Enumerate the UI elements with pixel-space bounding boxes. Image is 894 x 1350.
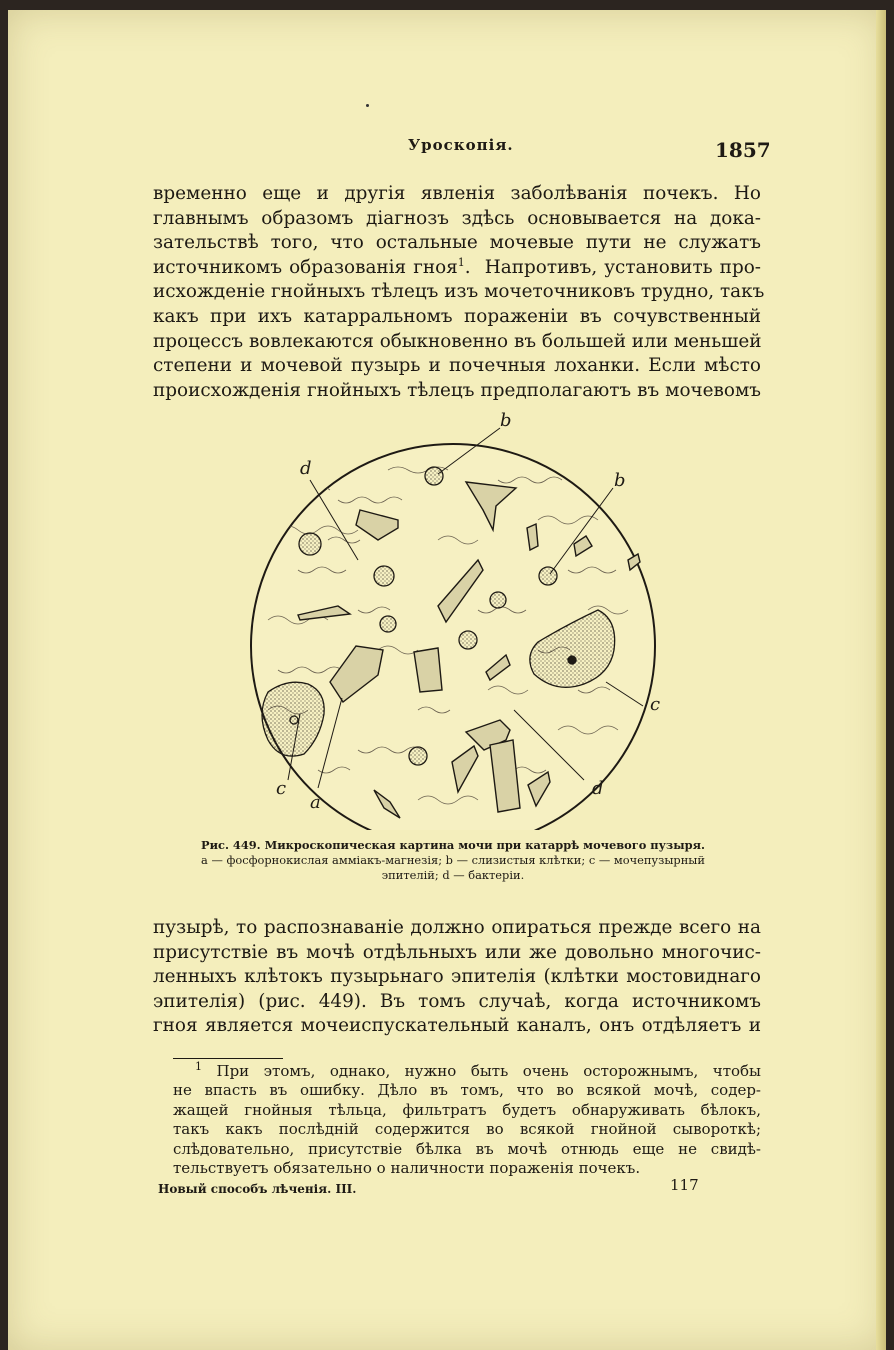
label-d: d <box>300 458 312 479</box>
label-c: c <box>276 778 287 799</box>
text-line: процессъ вовлекаются обыкновенно въ большей или меньшей <box>153 330 762 352</box>
footnote-divider <box>173 1058 283 1059</box>
text-line <box>173 1062 761 1081</box>
label-b: b <box>500 410 512 431</box>
text-line: источникомъ образованія гноя$^1$. Напротивъ, установить про- <box>153 255 761 278</box>
text-line: степени и мочевой пузырь и почечныя лоханки. Если мѣсто <box>153 355 761 377</box>
text-line: какъ при ихъ катарральномъ пораженіи въ сочувственный <box>153 305 761 327</box>
page-edge <box>876 10 886 1350</box>
text-line: пузырѣ, то распознаваніе должно опираться прежде всего на <box>153 917 761 938</box>
text-line: зательствѣ того, что остальные мочевые пути не служатъ <box>153 232 761 254</box>
label-c: c <box>650 694 661 715</box>
text-line: тельствуетъ обязательно о наличности пораженія почекъ. <box>173 1159 641 1178</box>
footnote-marker: 1 <box>195 1060 202 1073</box>
text-line: присутствіе въ мочѣ отдѣльныхъ или же довольно многочис- <box>153 941 761 963</box>
paragraph-bottom <box>153 916 761 1039</box>
text-line: жащей гнойныя тѣльца, фильтратъ будетъ обнаруживать бѣлокъ, <box>173 1100 761 1119</box>
text-fragment: Напротивъ, установить про- <box>484 256 761 278</box>
text-line: такъ какъ послѣдній содержится во всякой гнойной сывороткѣ; <box>173 1120 761 1139</box>
text-line: исхожденіе гнойныхъ тѣлецъ изъ мочеточниковъ трудно, такъ <box>153 281 765 303</box>
signature-line: Новый способъ лѣченія. III. <box>158 1182 357 1196</box>
text-line: главнымъ образомъ діагнозъ здѣсь основывается на дока- <box>153 207 761 229</box>
caption-title: Рис. 449. Микроскопическая картина мочи при катаррѣ мочевого пузыря. <box>201 838 705 852</box>
sheet-number: 117 <box>670 1176 699 1194</box>
footnote <box>173 1062 761 1178</box>
ink-speck <box>366 104 369 107</box>
running-title: Уроскопія. <box>408 136 514 154</box>
figure-caption <box>143 838 763 883</box>
page-number: 1857 <box>715 138 771 162</box>
label-b: b <box>614 470 626 491</box>
microscope-illustration <box>238 410 668 830</box>
text-fragment: источникомъ образованія гноя <box>153 256 458 278</box>
text-line: ленныхъ клѣтокъ пузырьнаго эпителія (клѣтки мостовиднаго <box>153 966 761 988</box>
caption-legend-line: эпителій; d — бактеріи. <box>381 868 525 882</box>
paragraph-top <box>153 182 765 403</box>
text-line: гноя является мочеиспускательный каналъ, онъ отдѣляетъ и <box>153 1015 761 1037</box>
book-page <box>8 10 886 1350</box>
text-line: временно еще и другія явленія заболѣванія почекъ. Но <box>153 183 761 204</box>
text-fragment: При этомъ, однако, нужно быть очень осторожнымъ, чтобы <box>216 1062 761 1080</box>
footnote-reference[interactable]: 1 <box>457 255 465 269</box>
figure-microscope-view <box>238 410 668 830</box>
label-a: a <box>310 792 321 813</box>
text-line: слѣдовательно, присутствіе бѣлка въ мочѣ отнюдь еще не свидѣ- <box>173 1139 761 1158</box>
caption-legend-line: a — фосфорнокислая амміакъ-магнезія; b — слизистыя клѣтки; c — мочепузырный <box>201 853 705 867</box>
text-line: происхожденія гнойныхъ тѣлецъ предполагаютъ въ мочевомъ <box>153 379 761 401</box>
text-line: эпителія) (рис. 449). Въ томъ случаѣ, когда источникомъ <box>153 990 761 1012</box>
label-d: d <box>592 778 604 799</box>
text-line: не впасть въ ошибку. Дѣло въ томъ, что во всякой мочѣ, содер- <box>173 1081 761 1100</box>
